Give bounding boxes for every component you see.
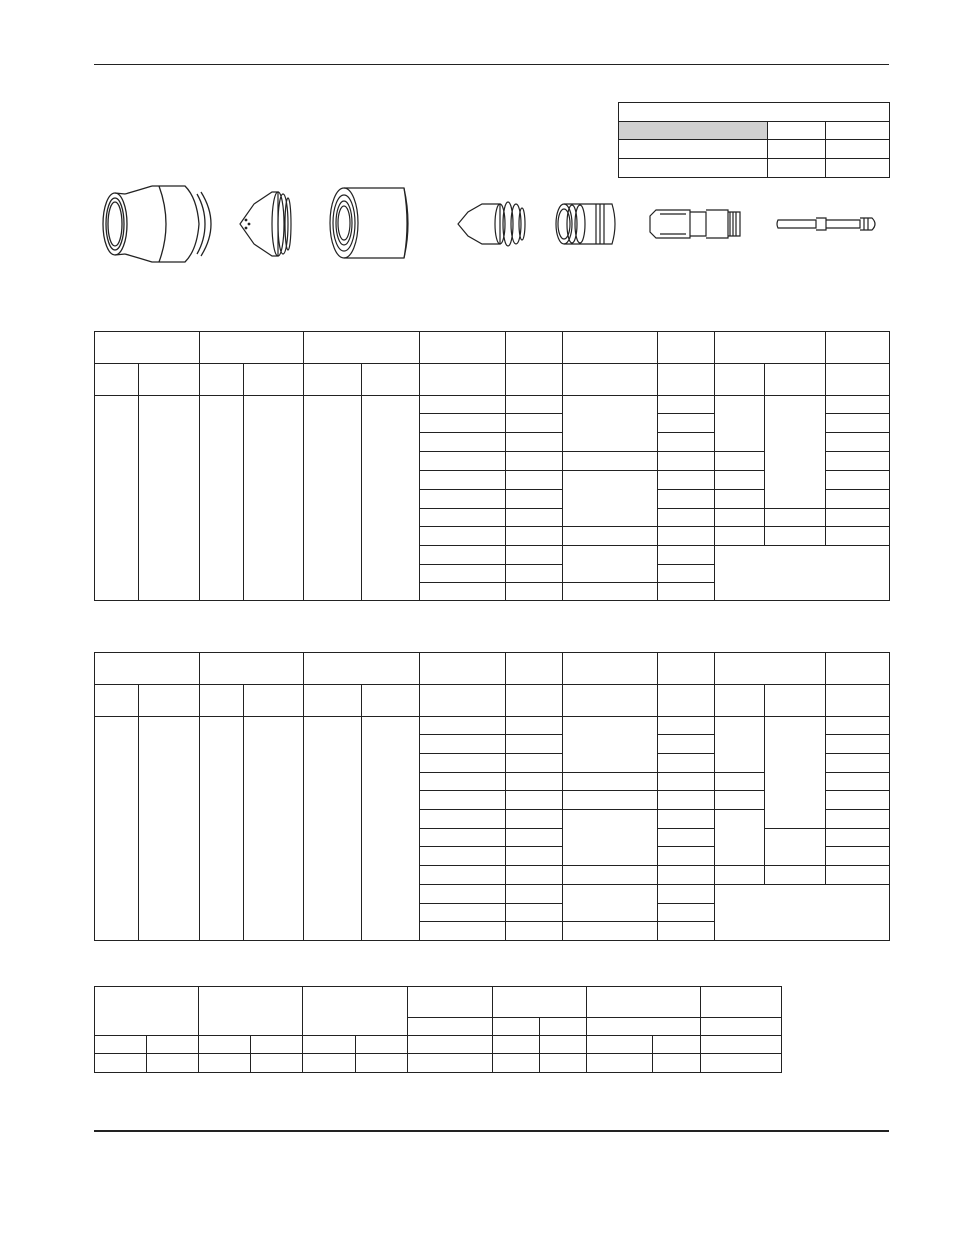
sub-header <box>765 364 826 396</box>
group-header <box>658 332 715 364</box>
table-cell <box>715 810 765 866</box>
sub-header <box>420 685 506 717</box>
table-cell <box>139 717 200 941</box>
table-cell <box>506 866 563 885</box>
water-tube-icon <box>774 178 884 270</box>
table-cell <box>658 452 715 471</box>
table-cell <box>658 810 715 829</box>
table-cell <box>715 509 765 527</box>
table-cell <box>506 922 563 941</box>
table-cell <box>420 527 506 546</box>
table-cell <box>303 1036 356 1054</box>
legend-cell <box>619 159 768 178</box>
group-header <box>200 332 304 364</box>
summary-table <box>94 986 782 1073</box>
table-cell <box>420 866 506 885</box>
nozzle-retaining-cap-icon <box>322 178 414 270</box>
table-cell <box>506 471 563 490</box>
table-cell <box>506 791 563 810</box>
legend-cell <box>826 122 890 140</box>
table-cell <box>362 717 420 941</box>
table-cell <box>139 396 200 601</box>
sub-header <box>95 364 139 396</box>
sub-header <box>200 685 244 717</box>
table-cell <box>715 546 890 601</box>
table-cell <box>658 583 715 601</box>
sub-header <box>304 364 362 396</box>
table-cell <box>563 546 658 583</box>
table-cell <box>765 527 826 546</box>
table-cell <box>715 773 765 791</box>
table-cell <box>826 773 890 791</box>
table-cell <box>506 433 563 452</box>
table-cell <box>506 717 563 735</box>
sub-header <box>701 1018 782 1036</box>
table-cell <box>420 583 506 601</box>
header-rule <box>94 64 889 65</box>
legend-cell <box>619 140 768 159</box>
table-cell <box>506 754 563 773</box>
legend-cell <box>619 122 768 140</box>
table-cell <box>420 791 506 810</box>
table-cell <box>420 490 506 509</box>
sub-header <box>658 685 715 717</box>
table-cell <box>653 1054 701 1073</box>
table-cell <box>506 396 563 414</box>
sub-header <box>95 685 139 717</box>
table-cell <box>658 866 715 885</box>
sub-header <box>506 364 563 396</box>
table-cell <box>653 1036 701 1054</box>
table-cell <box>506 735 563 754</box>
table-cell <box>701 1036 782 1054</box>
table-cell <box>506 904 563 922</box>
group-header <box>506 332 563 364</box>
sub-header <box>563 685 658 717</box>
table-cell <box>147 1036 199 1054</box>
table-cell <box>304 717 362 941</box>
table-cell <box>200 396 244 601</box>
legend-cell <box>768 159 826 178</box>
table-cell <box>715 471 765 490</box>
group-header <box>200 653 304 685</box>
table-cell <box>563 866 658 885</box>
table-cell <box>826 471 890 490</box>
sub-header <box>540 1018 587 1036</box>
table-cell <box>563 396 658 452</box>
sub-header <box>139 685 200 717</box>
sub-header <box>715 685 765 717</box>
table-cell <box>408 1054 493 1073</box>
group-header <box>408 987 493 1018</box>
table-cell <box>826 414 890 433</box>
table-cell <box>658 773 715 791</box>
table-cell <box>420 546 506 565</box>
sub-header <box>587 1018 701 1036</box>
sub-header <box>362 685 420 717</box>
table-cell <box>658 433 715 452</box>
table-cell <box>658 922 715 941</box>
sub-header <box>658 364 715 396</box>
table-cell <box>199 1054 251 1073</box>
group-header <box>420 332 506 364</box>
legend-cell <box>826 140 890 159</box>
table-cell <box>540 1036 587 1054</box>
group-header <box>826 332 890 364</box>
shield-icon <box>232 178 292 270</box>
table-cell <box>251 1054 303 1073</box>
group-header <box>715 653 826 685</box>
legend-cell <box>826 159 890 178</box>
table-cell <box>658 414 715 433</box>
group-header <box>658 653 715 685</box>
consumable-parts-illustration <box>94 178 889 270</box>
shield-retaining-cap-icon <box>97 178 212 270</box>
table-cell <box>506 583 563 601</box>
table-cell <box>420 565 506 583</box>
table-cell <box>765 509 826 527</box>
table-cell <box>506 885 563 904</box>
group-header <box>493 987 587 1018</box>
table-cell <box>563 773 658 791</box>
table-cell <box>826 866 890 885</box>
table-cell <box>420 847 506 866</box>
table-cell <box>826 527 890 546</box>
table-cell <box>493 1054 540 1073</box>
group-header <box>95 332 200 364</box>
table-cell <box>420 922 506 941</box>
table-cell <box>715 717 765 773</box>
table-cell <box>715 396 765 452</box>
table-cell <box>563 583 658 601</box>
table-cell <box>658 490 715 509</box>
table-cell <box>563 922 658 941</box>
table-cell <box>563 717 658 773</box>
table-cell <box>658 829 715 847</box>
group-header <box>303 987 408 1036</box>
table-cell <box>506 527 563 546</box>
table-cell <box>420 735 506 754</box>
table-cell <box>95 396 139 601</box>
group-header <box>506 653 563 685</box>
table-cell <box>304 396 362 601</box>
sub-header <box>362 364 420 396</box>
sub-header <box>506 685 563 717</box>
table-cell <box>95 1036 147 1054</box>
table-cell <box>658 885 715 904</box>
table-cell <box>715 791 765 810</box>
table-cell <box>826 396 890 414</box>
table-cell <box>420 433 506 452</box>
table-cell <box>658 509 715 527</box>
table-cell <box>303 1054 356 1073</box>
table-cell <box>826 847 890 866</box>
sub-header <box>826 364 890 396</box>
table-cell <box>658 791 715 810</box>
table-cell <box>658 754 715 773</box>
table-cell <box>658 904 715 922</box>
table-cell <box>826 452 890 471</box>
table-cell <box>826 829 890 847</box>
table-cell <box>587 1036 653 1054</box>
table-cell <box>420 754 506 773</box>
table-cell <box>715 490 765 509</box>
table-cell <box>563 791 658 810</box>
table-cell <box>715 452 765 471</box>
table-cell <box>826 754 890 773</box>
table-cell <box>563 471 658 527</box>
table-cell <box>658 717 715 735</box>
sub-header <box>244 685 304 717</box>
sub-header <box>408 1018 493 1036</box>
table-cell <box>420 829 506 847</box>
table-cell <box>658 471 715 490</box>
table-cell <box>506 829 563 847</box>
table-cell <box>506 546 563 565</box>
table-cell <box>506 565 563 583</box>
table-cell <box>765 866 826 885</box>
table-cell <box>563 885 658 922</box>
swirl-ring-icon <box>552 178 620 270</box>
group-header <box>95 653 200 685</box>
table-cell <box>95 1054 147 1073</box>
table-cell <box>506 452 563 471</box>
table-cell <box>199 1036 251 1054</box>
table-cell <box>244 396 304 601</box>
sub-header <box>826 685 890 717</box>
nozzle-icon <box>454 178 526 270</box>
table-cell <box>826 735 890 754</box>
sub-header <box>493 1018 540 1036</box>
sub-header <box>200 364 244 396</box>
table-cell <box>765 396 826 509</box>
group-header <box>587 987 701 1018</box>
table-cell <box>540 1054 587 1073</box>
table-cell <box>715 866 765 885</box>
table-cell <box>420 414 506 433</box>
table-cell <box>420 509 506 527</box>
group-header <box>563 332 658 364</box>
process-table-1 <box>94 331 890 601</box>
table-cell <box>506 490 563 509</box>
table-cell <box>200 717 244 941</box>
table-cell <box>658 735 715 754</box>
process-table-2 <box>94 652 890 941</box>
table-cell <box>420 885 506 904</box>
table-cell <box>658 546 715 565</box>
group-header <box>304 653 420 685</box>
table-cell <box>658 396 715 414</box>
table-cell <box>506 773 563 791</box>
group-header <box>420 653 506 685</box>
table-cell <box>493 1036 540 1054</box>
table-cell <box>420 396 506 414</box>
group-header <box>304 332 420 364</box>
table-cell <box>715 527 765 546</box>
table-cell <box>420 717 506 735</box>
table-cell <box>420 452 506 471</box>
table-cell <box>362 396 420 601</box>
legend-title <box>619 103 890 122</box>
group-header <box>199 987 303 1036</box>
table-cell <box>826 433 890 452</box>
table-cell <box>563 452 658 471</box>
legend-table <box>618 102 890 178</box>
group-header <box>715 332 826 364</box>
table-cell <box>765 717 826 829</box>
table-cell <box>826 509 890 527</box>
table-cell <box>701 1054 782 1073</box>
sub-header <box>715 364 765 396</box>
group-header <box>563 653 658 685</box>
table-cell <box>658 847 715 866</box>
table-cell <box>826 717 890 735</box>
table-cell <box>506 414 563 433</box>
footer-rule <box>94 1130 889 1132</box>
table-cell <box>715 885 890 941</box>
table-cell <box>356 1054 408 1073</box>
group-header <box>95 987 199 1036</box>
legend-cell <box>768 122 826 140</box>
table-cell <box>356 1036 408 1054</box>
table-cell <box>587 1054 653 1073</box>
sub-header <box>304 685 362 717</box>
table-cell <box>826 791 890 810</box>
table-cell <box>506 810 563 829</box>
sub-header <box>244 364 304 396</box>
table-cell <box>147 1054 199 1073</box>
table-cell <box>244 717 304 941</box>
table-cell <box>826 810 890 829</box>
legend-cell <box>768 140 826 159</box>
table-cell <box>420 904 506 922</box>
electrode-icon <box>646 178 744 270</box>
sub-header <box>420 364 506 396</box>
table-cell <box>420 471 506 490</box>
table-cell <box>658 565 715 583</box>
table-cell <box>563 810 658 866</box>
table-cell <box>95 717 139 941</box>
table-cell <box>765 829 826 866</box>
table-cell <box>408 1036 493 1054</box>
sub-header <box>563 364 658 396</box>
table-cell <box>420 810 506 829</box>
group-header <box>826 653 890 685</box>
table-cell <box>658 527 715 546</box>
table-cell <box>251 1036 303 1054</box>
table-cell <box>506 847 563 866</box>
table-cell <box>506 509 563 527</box>
table-cell <box>826 490 890 509</box>
table-cell <box>563 527 658 546</box>
group-header <box>701 987 782 1018</box>
sub-header <box>765 685 826 717</box>
sub-header <box>139 364 200 396</box>
table-cell <box>420 773 506 791</box>
